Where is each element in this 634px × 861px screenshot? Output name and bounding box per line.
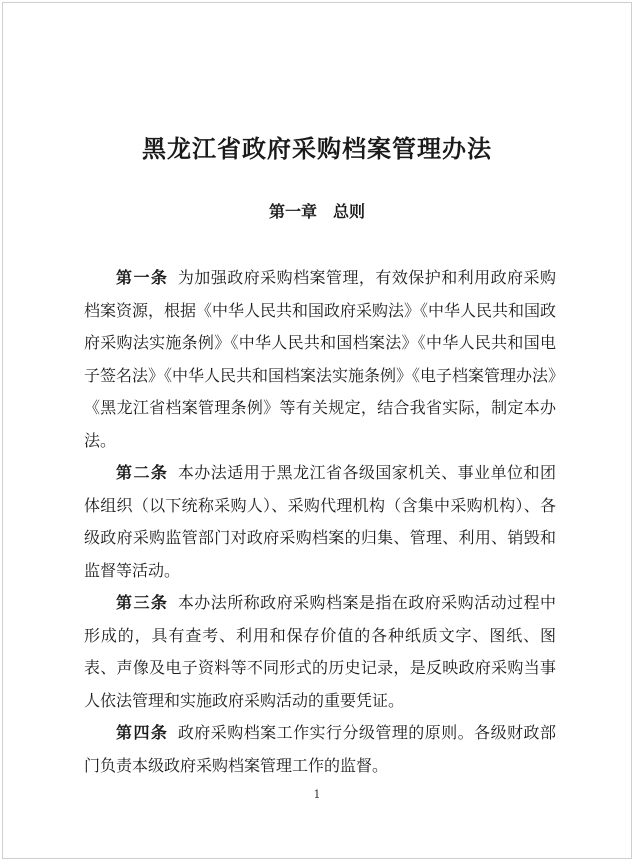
article-1-text: 为加强政府采购档案管理，有效保护和利用政府采购档案资源，根据《中华人民共和国政府采购法》《中华人民共和国政府采购法实施条例》《中华人民共和国档案法》《中华人民共和国电子签名法》《中华人民共和国档案法实施条例》《电子档案管理办法》《黑龙江省档案管理条例》等有关规定，结合我省实际，制定本办法。 bbox=[84, 268, 557, 450]
article-2 bbox=[84, 457, 556, 587]
article-4 bbox=[84, 717, 556, 782]
article-2-label: 第二条 bbox=[116, 463, 178, 482]
article-3 bbox=[84, 587, 556, 717]
article-4-text: 政府采购档案工作实行分级管理的原则。各级财政部门负责本级政府采购档案管理工作的监督。 bbox=[84, 723, 556, 775]
page-number: 1 bbox=[313, 788, 321, 801]
article-2-text: 本办法适用于黑龙江省各级国家机关、事业单位和团体组织（以下统称采购人）、采购代理机构（含集中采购机构）、各级政府采购监管部门对政府采购档案的归集、管理、利用、销毁和监督等活动。 bbox=[84, 463, 556, 580]
chapter-heading: 第一章 总则 bbox=[268, 202, 365, 221]
document-body bbox=[84, 262, 556, 782]
document-title: 黑龙江省政府采购档案管理办法 bbox=[142, 134, 492, 163]
article-1-label: 第一条 bbox=[116, 268, 178, 287]
article-3-label: 第三条 bbox=[116, 593, 178, 612]
article-4-label: 第四条 bbox=[116, 723, 178, 742]
article-1 bbox=[84, 262, 556, 457]
article-3-text: 本办法所称政府采购档案是指在政府采购活动过程中形成的，具有查考、利用和保存价值的各种纸质文字、图纸、图表、声像及电子资料等不同形式的历史记录，是反映政府采购当事人依法管理和实施政府采购活动的重要凭证。 bbox=[84, 593, 556, 710]
